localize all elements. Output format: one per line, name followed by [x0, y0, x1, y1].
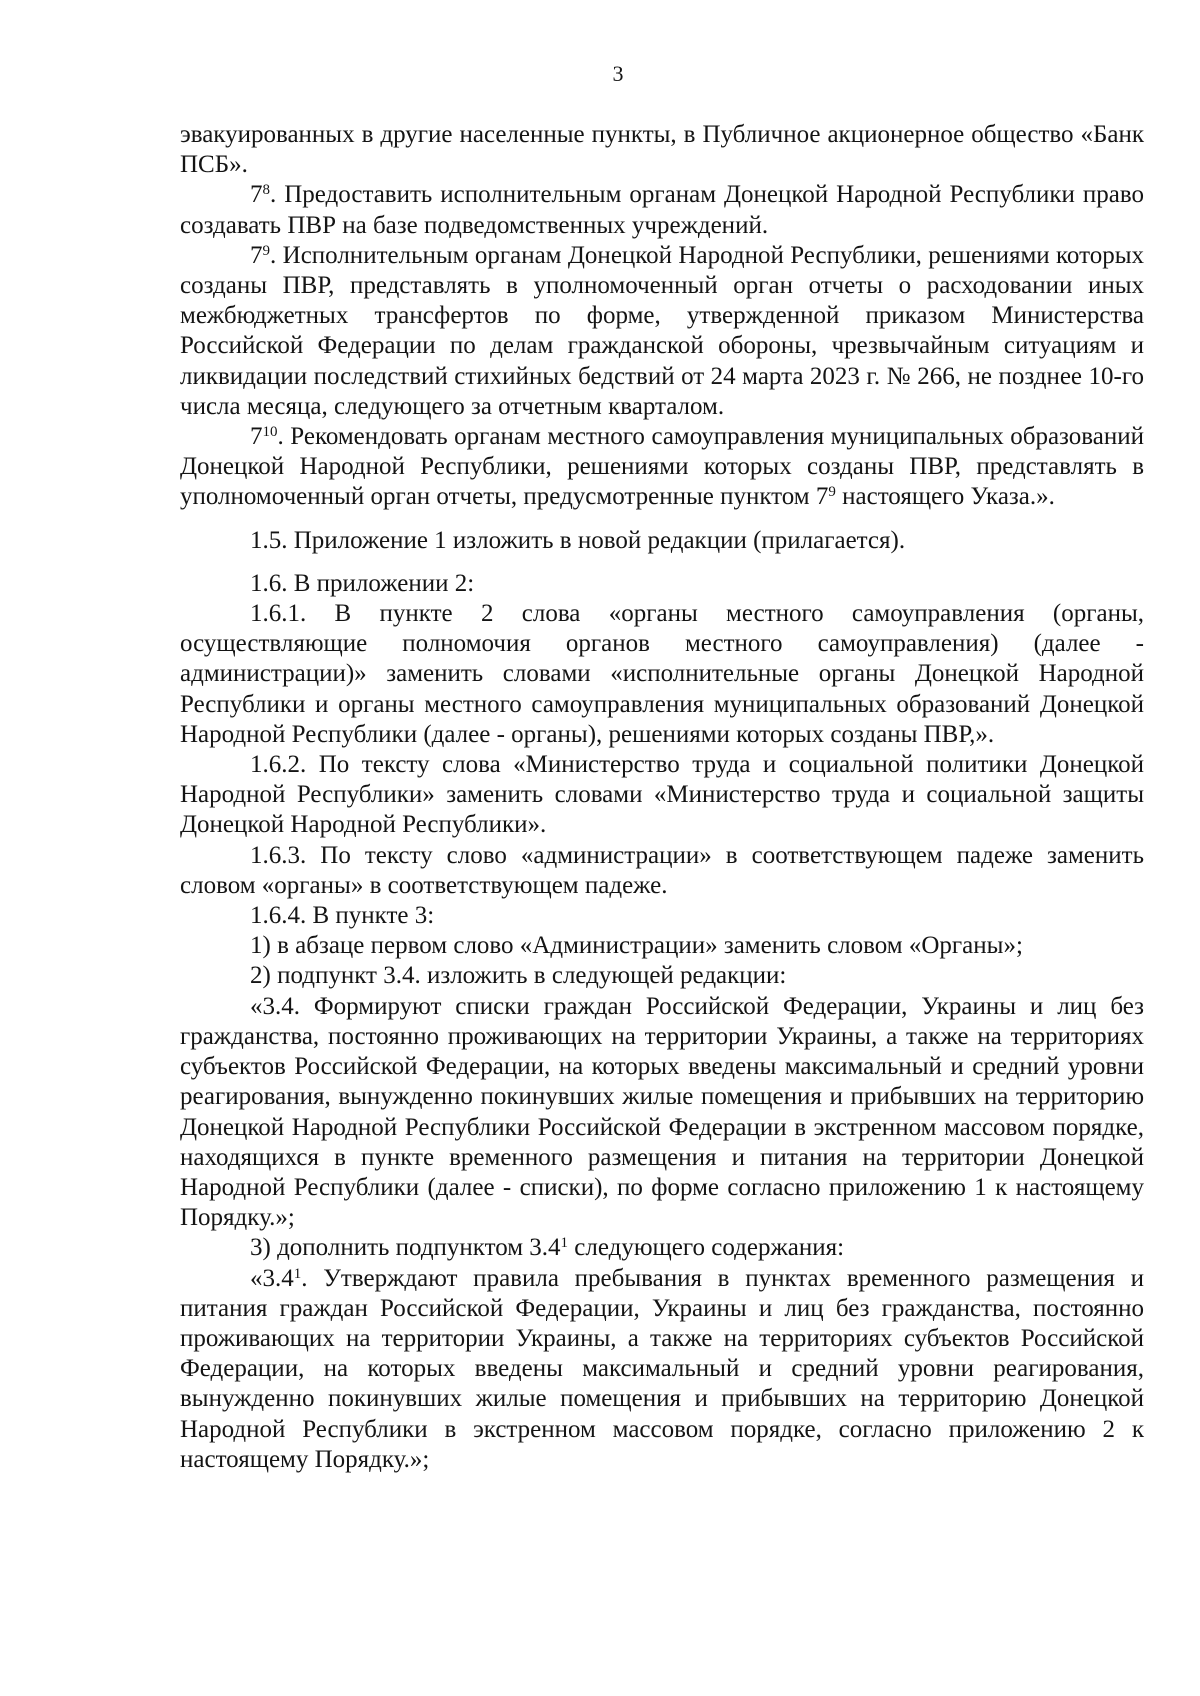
quoted-subitem-3-4: «3.4. Формируют списки граждан Российской Федерации, Украины и лиц без гражданства, постоянно проживающих на территории Украины, а также на территориях субъектов Российской Федерации, на которых введены максимальный и средний уровни реагирования, вынужденно покинувших жилые помещения и прибывших на территорию Донецкой Народной Республики Российской Федерации в экстренном массовом порядке, находящихся в пункте временного размещения и питания на территории Донецкой Народной Республики (далее - списки), по форме согласно приложению 1 к настоящему Порядку.»; — [180, 992, 1144, 1232]
paragraph-1-6-2: 1.6.2. По тексту слова «Министерство труда и социальной политики Донецкой Народной Республики» заменить словами «Министерство труда и социальной защиты Донецкой Народной Республики». — [180, 751, 1144, 839]
paragraph-continuation: эвакуированных в другие населенные пункты, в Публичное акционерное общество «Банк ПСБ». — [180, 121, 1144, 179]
paragraph-7-10: $7^{10}$. Рекомендовать органам местного самоуправления муниципальных образований Донецкой Народной Республики, решениями которых созданы ПВР, представлять в уполномоченный орган отчеты, предусмотренные пунктом $7^9$ настоящего Указа.». — [180, 423, 1144, 511]
quoted-subitem-3-4-1: «$3.4^1$. Утверждают правила пребывания в пунктах временного размещения и питания граждан Российской Федерации, Украины и лиц без гражданства, постоянно проживающих на территории Украины, а также на территориях субъектов Российской Федерации, на которых введены максимальный и средний уровни реагирования, вынужденно покинувших жилые помещения и прибывших на территорию Донецкой Народной Республики в экстренном массовом порядке, согласно приложению 2 к настоящему Порядку.»; — [180, 1264, 1144, 1473]
paragraph-7-9: $7^9$. Исполнительным органам Донецкой Народной Республики, решениями которых созданы ПВР, представлять в уполномоченный орган отчеты о расходовании иных межбюджетных трансфертов по форме, утвержденной приказом Министерства Российской Федерации по делам гражданской обороны, чрезвычайным ситуациям и ликвидации последствий стихийных бедствий от 24 марта 2023 г. № 266, не позднее 10-го числа месяца, следующего за отчетным кварталом. — [180, 241, 1144, 420]
page-number: 3 — [612, 61, 624, 86]
list-item-1: 1) в абзаце первом слово «Администрации» заменить словом «Органы»; — [250, 932, 1023, 960]
paragraph-1-6-4: 1.6.4. В пункте 3: — [250, 902, 435, 930]
list-item-3: 3) дополнить подпунктом $3.4^1$ следующего содержания: — [250, 1234, 845, 1262]
paragraph-1-5: 1.5. Приложение 1 изложить в новой редакции (прилагается). — [250, 526, 906, 554]
paragraph-1-6-3: 1.6.3. По тексту слово «администрации» в соответствующем падеже заменить словом «органы» в соответствующем падеже. — [180, 841, 1144, 899]
document-body — [180, 120, 1144, 1475]
paragraph-7-8: $7^8$. Предоставить исполнительным органам Донецкой Народной Республики право создавать ПВР на базе подведомственных учреждений. — [180, 181, 1144, 239]
paragraph-1-6: 1.6. В приложении 2: — [250, 569, 475, 597]
list-item-2: 2) подпункт 3.4. изложить в следующей редакции: — [250, 962, 787, 990]
paragraph-1-6-1: 1.6.1. В пункте 2 слова «органы местного самоуправления (органы, осуществляющие полномочия органов местного самоуправления) (далее - администрации)» заменить словами «исполнительные органы Донецкой Народной Республики и органы местного самоуправления муниципальных образований Донецкой Народной Республики (далее - органы), решениями которых созданы ПВР,». — [180, 600, 1144, 748]
